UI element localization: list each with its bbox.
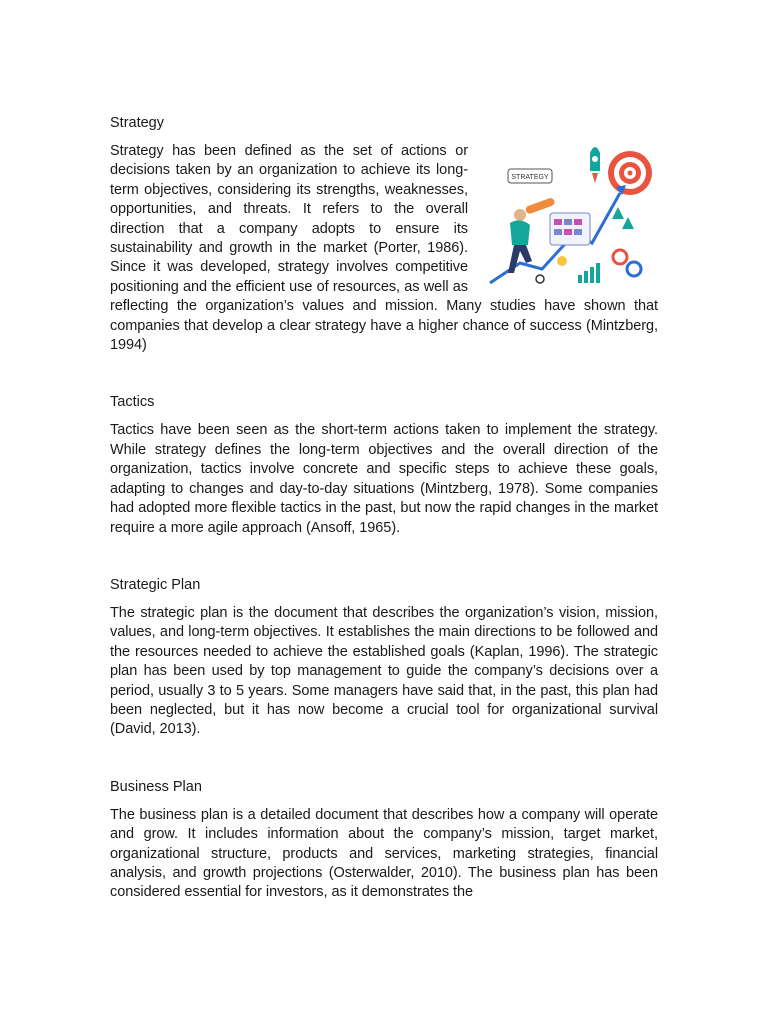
illustration-label: STRATEGY [511,174,549,181]
strategy-illustration-icon [480,133,666,293]
document-page [110,114,658,941]
paragraph-strategic-plan: The strategic plan is the document that describes the organization’s vision, mission, values, and long-term objectives. It establishes the main directions to be followed and the resources needed to achieve the established goals (Kaplan, 1996). The strategic plan has been used by top management to guide the company’s decisions over a period, usually 3 to 5 years. Some managers have said that, in the past, this plan had been neglected, but it has now become a crucial tool for organizational survival (David, 2013). [110,604,658,738]
section-business-plan [110,778,658,903]
section-tactics [110,393,658,537]
paragraph-tactics: Tactics have been seen as the short-term actions taken to implement the strategy. While strategy defines the long-term objectives and the overall direction of the organization, tactics involve concrete and specific steps to achieve these goals, adapting to changes and day-to-day situations (Mintzberg, 1978). Some companies had adopted more flexible tactics in the past, but now the rapid changes in the market require a more agile approach (Ansoff, 1965). [110,422,658,536]
heading-strategic-plan: Strategic Plan [110,576,201,593]
paragraph-business-plan: The business plan is a detailed document that describes how a company will operate and grow. It includes information about the company’s mission, target market, organizational structure, products and services, marketing strategies, financial analysis, and growth projections (Osterwalder, 2010). The business plan has been considered essential for investors, as it demonstrates the [110,806,658,901]
section-strategic-plan [110,576,658,740]
heading-strategy: Strategy [110,115,164,131]
heading-business-plan: Business Plan [110,778,202,795]
paragraph-strategy: Strategy has been defined as the set of actions or decisions taken by an organization to achieve its long-term objectives, considering its strengths, weaknesses, opportunities, and threats. It refers to the overall direction that a company adopts to ensure its sustainability and growth in the market (Porter, 1986). Since it was developed, strategy involves competitive positioning and the efficient use of resources, as well as reflecting the organization’s values and mission. Many studies have shown that companies that develop a clear strategy have a higher chance of success (Mintzberg, 1994) [110,143,658,354]
strategy-illustration [480,133,666,293]
section-strategy [110,114,658,355]
heading-tactics: Tactics [110,394,155,411]
